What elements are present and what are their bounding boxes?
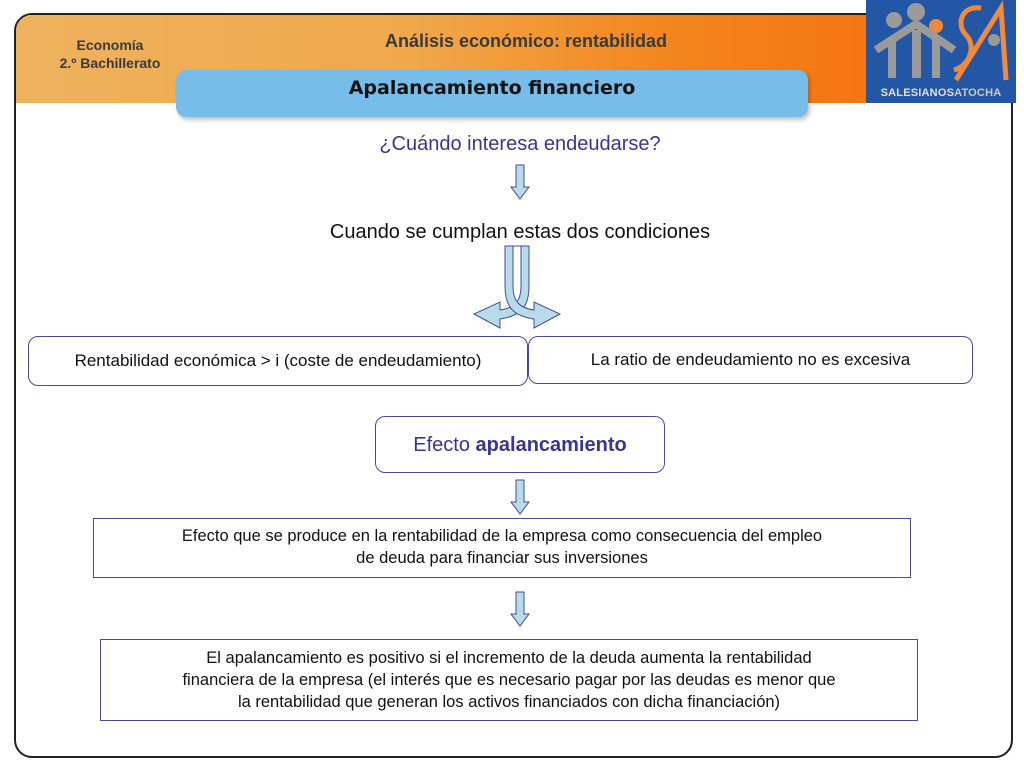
effect-term: apalancamiento [475,434,627,456]
logo-figures-icon [866,0,1016,86]
condition-box-2: La ratio de endeudamiento no es excesiva [528,336,973,384]
subject-label [30,36,190,72]
question-heading: ¿Cuándo interesa endeudarse? [379,133,661,155]
salesianos-logo [866,0,1016,103]
positive-leverage-box [100,639,918,721]
condition-box-1: Rentabilidad económica > i (coste de endeudamiento) [28,336,528,386]
positive-line-2: financiera de la empresa (el interés que es necesario pagar por las deudas es menor que [182,671,836,689]
effect-box [375,416,665,473]
subject-line-1: Economía [76,37,144,53]
down-arrow-icon [510,592,530,628]
effect-prefix: Efecto [413,434,476,456]
slide-title: Análisis económico: rentabilidad [384,31,668,51]
positive-line-3: la rentabilidad que generan los activos financiados con dicha financiación) [237,693,781,711]
conditions-intro: Cuando se cumplan estas dos condiciones [329,221,711,243]
logo-text [866,87,1016,99]
definition-box [93,518,911,578]
positive-line-1: El apalancamiento es positivo si el incremento de la deuda aumenta la rentabilidad [206,649,812,667]
logo-text-light: ATOCHA [954,87,1002,99]
logo-text-bold: SALESIANOS [880,87,955,99]
down-arrow-icon [510,165,530,201]
subject-line-2: 2.º Bachillerato [59,55,161,71]
definition-line-2: de deuda para financiar sus inversiones [356,549,648,567]
split-arrow-icon [470,246,565,330]
down-arrow-icon [510,480,530,516]
definition-line-1: Efecto que se produce en la rentabilidad de la empresa como consecuencia del empleo [181,527,823,545]
slide-subtitle: Apalancamiento financiero [348,77,636,99]
